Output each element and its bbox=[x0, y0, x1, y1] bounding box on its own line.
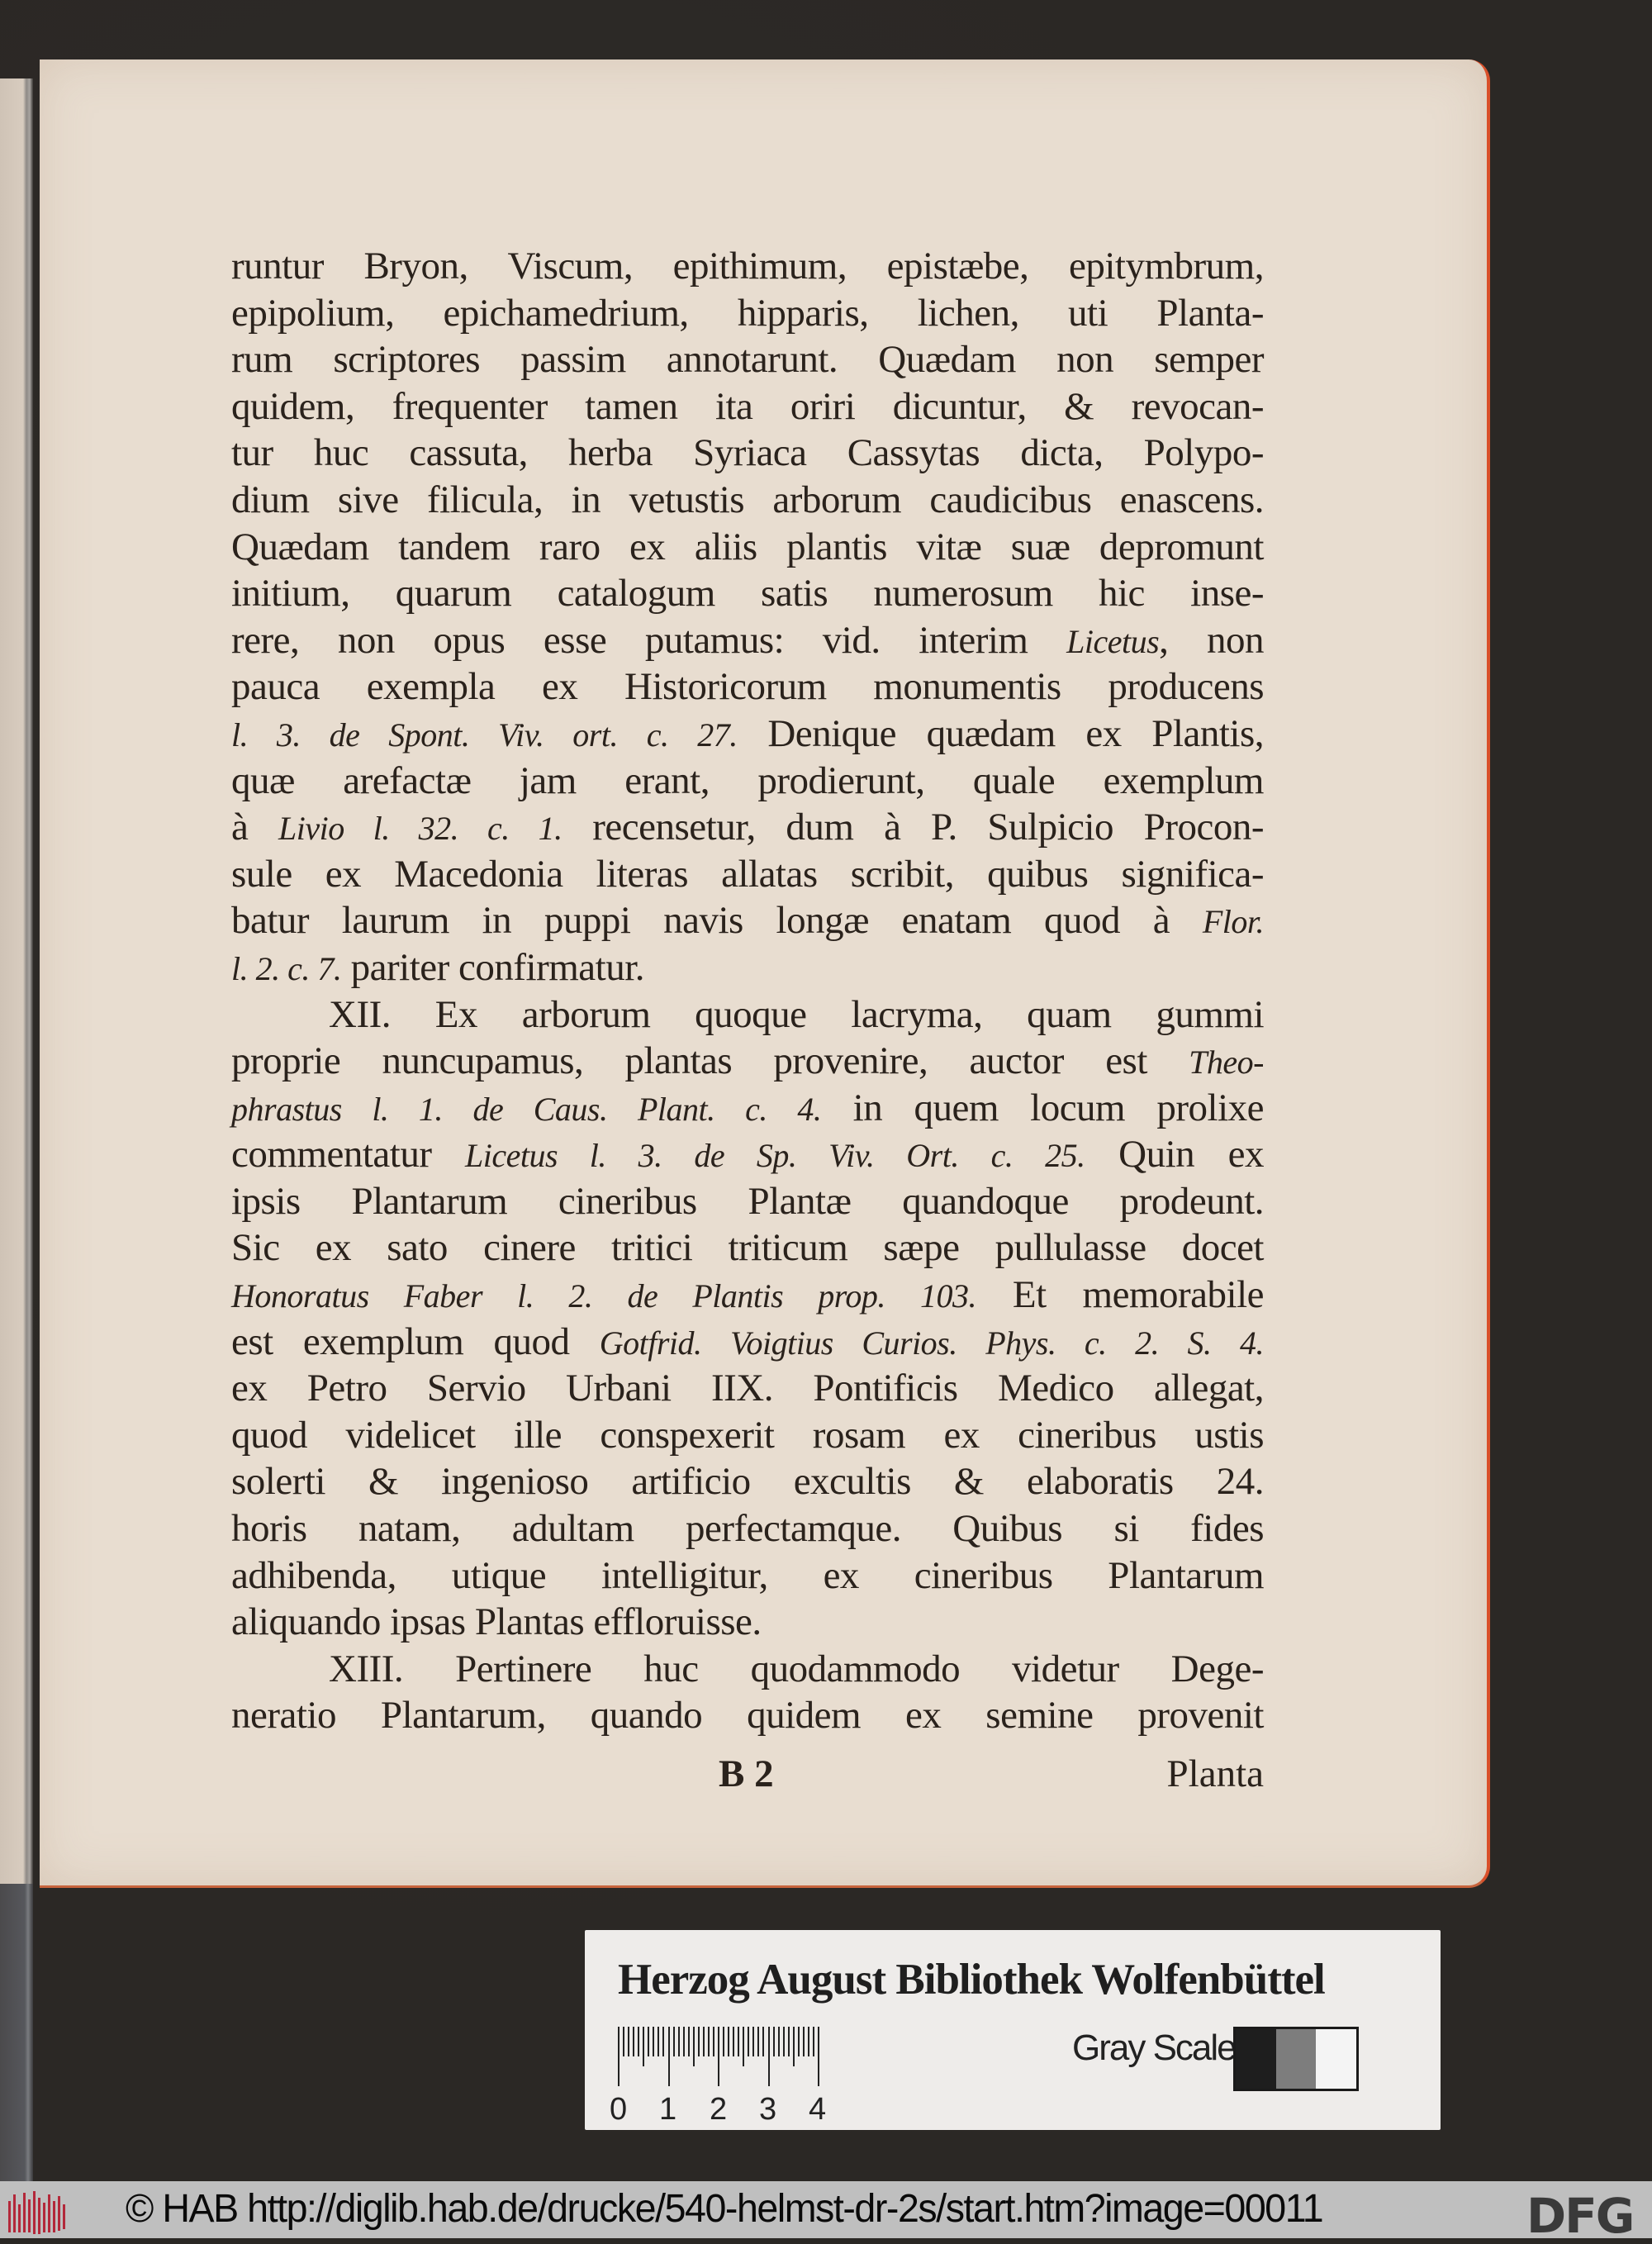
ruler-tick bbox=[798, 2027, 800, 2056]
ruler-tick bbox=[743, 2027, 744, 2066]
ruler-tick bbox=[688, 2027, 690, 2056]
ruler-tick bbox=[662, 2027, 664, 2056]
ruler-tick bbox=[708, 2027, 710, 2056]
ruler-tick bbox=[643, 2027, 644, 2066]
text-line: commentatur Licetus l. 3. de Sp. Viv. Ort. c. 25. Quin ex bbox=[231, 1133, 1264, 1177]
ruler-scale bbox=[618, 2027, 818, 2086]
citation: Licetus bbox=[1066, 622, 1160, 660]
swatch-black bbox=[1236, 2029, 1276, 2089]
text-line: aliquando ipsas Plantas effloruisse. bbox=[231, 1600, 762, 1644]
ruler-tick bbox=[713, 2027, 714, 2056]
dfg-logo: DFG bbox=[1526, 2188, 1634, 2244]
ruler-tick bbox=[783, 2027, 785, 2056]
hab-logo-icon bbox=[7, 2189, 69, 2237]
ruler-tick bbox=[808, 2027, 809, 2056]
ruler-tick bbox=[698, 2027, 700, 2056]
swatch-white bbox=[1316, 2029, 1356, 2089]
ruler-tick bbox=[803, 2027, 805, 2056]
ruler-tick bbox=[703, 2027, 705, 2056]
ruler-tick bbox=[638, 2027, 639, 2056]
citation: Gotfrid. Voigtius Curios. Phys. c. 2. S. 4. bbox=[599, 1324, 1265, 1362]
gray-scale-swatch bbox=[1233, 2027, 1359, 2091]
text-line: l. 3. de Spont. Viv. ort. c. 27. Denique quædam ex Plantis, bbox=[231, 711, 1264, 755]
text-line: horis natam, adultam perfectamque. Quibus si fides bbox=[231, 1507, 1264, 1551]
text-line: Sic ex sato cinere tritici triticum sæpe pullulasse docet bbox=[231, 1226, 1264, 1270]
ruler-tick bbox=[623, 2027, 624, 2056]
swatch-gray bbox=[1276, 2029, 1317, 2089]
text-line: phrastus l. 1. de Caus. Plant. c. 4. in quem locum prolixe bbox=[231, 1086, 1264, 1129]
ruler-number: 1 bbox=[659, 2092, 677, 2127]
text-line: dium sive filicula, in vetustis arborum caudicibus enascens. bbox=[231, 478, 1264, 521]
text-line: ipsis Plantarum cineribus Plantæ quandoque prodeunt. bbox=[231, 1179, 1264, 1223]
ruler-numbers bbox=[610, 2092, 833, 2125]
ruler-tick bbox=[733, 2027, 734, 2056]
page-footer-line bbox=[231, 1752, 1264, 1798]
citation: Theo- bbox=[1189, 1044, 1264, 1082]
book-page bbox=[40, 59, 1490, 1888]
catchword: Planta bbox=[1166, 1752, 1264, 1795]
ruler-tick bbox=[752, 2027, 754, 2056]
text-line: quæ arefactæ jam erant, prodierunt, quale exemplum bbox=[231, 758, 1264, 802]
text-line: tur huc cassuta, herba Syriaca Cassytas dicta, Polypo- bbox=[231, 431, 1264, 475]
ruler-tick bbox=[748, 2027, 749, 2056]
ruler-tick bbox=[718, 2027, 719, 2086]
ruler-tick bbox=[773, 2027, 775, 2056]
citation: Honoratus Faber l. 2. de Plantis prop. 103. bbox=[231, 1277, 977, 1315]
ruler-tick bbox=[673, 2027, 675, 2056]
text-line: Quædam tandem raro ex aliis plantis vitæ suæ depromunt bbox=[231, 525, 1264, 568]
text-line: neratio Plantarum, quando quidem ex semine provenit bbox=[231, 1694, 1264, 1738]
ruler-tick bbox=[768, 2027, 770, 2086]
text-line: rum scriptores passim annotarunt. Quædam non semper bbox=[231, 338, 1264, 382]
glass-plate-edge bbox=[0, 1884, 33, 2181]
text-line: l. 2. c. 7. pariter confirmatur. bbox=[231, 945, 645, 989]
adjacent-page-edge bbox=[0, 78, 33, 2181]
ruler-tick bbox=[653, 2027, 654, 2056]
ruler-tick bbox=[648, 2027, 649, 2056]
ruler-tick bbox=[668, 2027, 670, 2086]
citation: l. 3. de Spont. Viv. ort. c. 27. bbox=[231, 716, 738, 754]
ruler-tick bbox=[618, 2027, 620, 2086]
page-body-text bbox=[231, 243, 1264, 1739]
ruler-tick bbox=[683, 2027, 685, 2056]
text-line: proprie nuncupamus, plantas provenire, auctor est Theo- bbox=[231, 1039, 1264, 1083]
ruler-tick bbox=[633, 2027, 634, 2056]
text-line: XII. Ex arborum quoque lacryma, quam gummi bbox=[329, 992, 1264, 1036]
ruler-tick bbox=[628, 2027, 629, 2056]
ruler-tick bbox=[778, 2027, 780, 2056]
ruler-tick bbox=[788, 2027, 790, 2056]
ruler-tick bbox=[793, 2027, 795, 2066]
ruler-tick bbox=[757, 2027, 759, 2056]
text-line: quidem, frequenter tamen ita oriri dicuntur, & revocan- bbox=[231, 384, 1264, 428]
text-line: solerti & ingenioso artificio excultis & elaboratis 24. bbox=[231, 1460, 1264, 1504]
ruler-tick bbox=[728, 2027, 729, 2056]
text-line: ex Petro Servio Urbani IIX. Pontificis Medico allegat, bbox=[231, 1367, 1264, 1410]
text-line: est exemplum quod Gotfrid. Voigtius Curios. Phys. c. 2. S. 4. bbox=[231, 1319, 1265, 1363]
ruler-number: 4 bbox=[809, 2092, 827, 2127]
text-line: pauca exempla ex Historicorum monumentis producens bbox=[231, 665, 1264, 709]
text-line: à Livio l. 32. c. 1. recensetur, dum à P. Sulpicio Procon- bbox=[231, 806, 1264, 849]
citation: l. 2. c. 7. bbox=[231, 949, 342, 987]
citation: Flor. bbox=[1202, 903, 1264, 941]
text-line: rere, non opus esse putamus: vid. interim Licetus, non bbox=[231, 618, 1265, 662]
citation: Livio l. 32. c. 1. bbox=[278, 810, 563, 848]
ruler-number: 0 bbox=[610, 2092, 628, 2127]
ruler-number: 3 bbox=[759, 2092, 777, 2127]
text-line: sule ex Macedonia literas allatas scribit, quibus significa- bbox=[231, 852, 1264, 896]
ruler-tick bbox=[678, 2027, 680, 2056]
copyright-url[interactable]: © HAB http://diglib.hab.de/drucke/540-helmst-dr-2s/start.htm?image=00011 bbox=[126, 2187, 1323, 2231]
text-line: quod videlicet ille conspexerit rosam ex cineribus ustis bbox=[231, 1413, 1264, 1457]
ruler-number: 2 bbox=[710, 2092, 728, 2127]
ruler-tick bbox=[818, 2027, 819, 2086]
citation: Licetus l. 3. de Sp. Viv. Ort. c. 25. bbox=[464, 1137, 1085, 1175]
citation: phrastus l. 1. de Caus. Plant. c. 4. bbox=[231, 1090, 822, 1128]
signature-mark: B 2 bbox=[719, 1752, 774, 1795]
ruler-tick bbox=[762, 2027, 764, 2056]
ruler-tick bbox=[693, 2027, 695, 2066]
text-line: initium, quarum catalogum satis numerosum hic inse- bbox=[231, 572, 1264, 616]
ruler-tick bbox=[657, 2027, 659, 2056]
text-line: epipolium, epichamedrium, hipparis, lichen, uti Planta- bbox=[231, 291, 1264, 335]
text-line: XIII. Pertinere huc quodammodo videtur Dege- bbox=[329, 1647, 1264, 1690]
library-name: Herzog August Bibliothek Wolfenbüttel bbox=[618, 1956, 1325, 2004]
footer-bar bbox=[0, 2181, 1652, 2244]
ruler-tick bbox=[738, 2027, 739, 2056]
color-reference-card bbox=[585, 1930, 1441, 2130]
text-line: adhibenda, utique intelligitur, ex cineribus Plantarum bbox=[231, 1553, 1264, 1597]
text-line: batur laurum in puppi navis longæ enatam quod à Flor. bbox=[231, 899, 1264, 943]
ruler-tick bbox=[813, 2027, 814, 2056]
gray-scale-label: Gray Scale bbox=[1072, 2028, 1236, 2068]
text-line: runtur Bryon, Viscum, epithimum, epistæbe, epitymbrum, bbox=[231, 245, 1264, 288]
ruler-tick bbox=[723, 2027, 724, 2056]
text-line: Honoratus Faber l. 2. de Plantis prop. 103. Et memorabile bbox=[231, 1273, 1264, 1317]
